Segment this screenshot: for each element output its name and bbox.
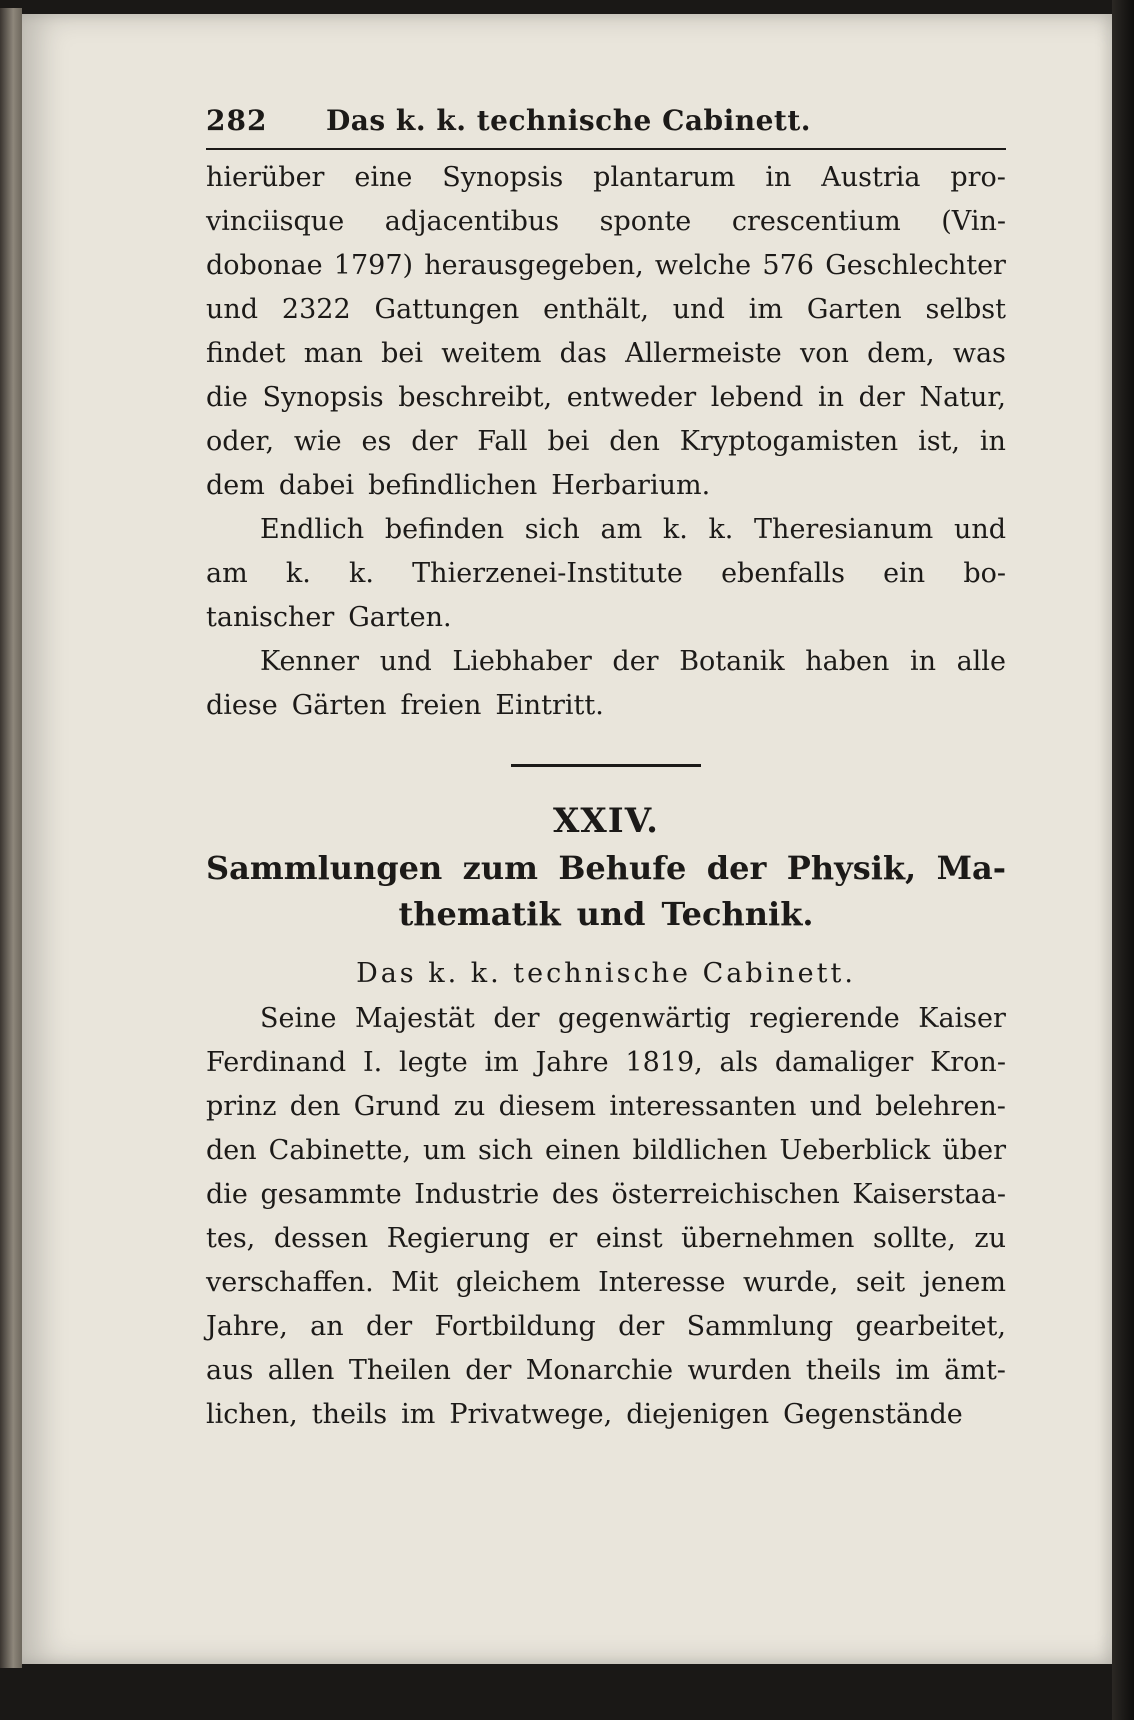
text-line: vinciisque adjacentibus sponte crescentium (Vin- <box>206 206 1006 237</box>
text-line: dobonae 1797) herausgegeben, welche 576 Geschlechter <box>206 250 1006 281</box>
text-line: die Synopsis beschreibt, entweder lebend in der Natur, <box>206 382 1006 413</box>
text-line: die gesammte Industrie des österreichischen Kaiserstaa- <box>206 1179 1006 1210</box>
text-line: oder, wie es der Fall bei den Kryptogamisten ist, in <box>206 426 1006 457</box>
text-line: Ferdinand I. legte im Jahre 1819, als damaliger Kron- <box>206 1047 1006 1078</box>
running-title: Das k. k. technische Cabinett. <box>326 104 812 137</box>
text-line: den Cabinette, um sich einen bildlichen Ueberblick über <box>206 1135 1006 1166</box>
text-line: prinz den Grund zu diesem interessanten und belehren- <box>206 1091 1006 1122</box>
section-title-line-2: thematik und Technik. <box>398 895 814 933</box>
text-line: tanischer Garten. <box>206 602 452 633</box>
running-head <box>206 104 1006 146</box>
right-book-edge <box>1112 0 1134 1720</box>
text-line: Seine Majestät der gegenwärtig regierende Kaiser <box>260 1003 1006 1034</box>
text-line: findet man bei weitem das Allermeiste von dem, was <box>206 338 1006 369</box>
text-line: Endlich befinden sich am k. k. Theresianum und <box>260 514 1006 545</box>
text-line: tes, dessen Regierung er einst übernehmen sollte, zu <box>206 1223 1006 1254</box>
section-subtitle: Das k. k. technische Cabinett. <box>356 958 856 989</box>
text-line: verschaffen. Mit gleichem Interesse wurde, seit jenem <box>206 1267 1006 1298</box>
text-line: aus allen Theilen der Monarchie wurden theils im ämt- <box>206 1355 1006 1386</box>
section-divider <box>511 764 701 767</box>
text-line: Kenner und Liebhaber der Botanik haben in alle <box>260 646 1006 677</box>
page-number: 282 <box>206 104 268 137</box>
text-line: und 2322 Gattungen enthält, und im Garten selbst <box>206 294 1006 325</box>
text-line: lichen, theils im Privatwege, diejenigen Gegenstände <box>206 1399 963 1430</box>
text-line: Jahre, an der Fortbildung der Sammlung gearbeitet, <box>206 1311 1006 1342</box>
text-line: hierüber eine Synopsis plantarum in Austria pro- <box>206 162 1006 193</box>
section-title-line-1: Sammlungen zum Behufe der Physik, Ma- <box>206 849 1006 887</box>
body-text-bottom <box>206 997 1006 1437</box>
body-text-top <box>206 156 1006 728</box>
section-number: XXIV. <box>553 801 659 841</box>
page-content <box>206 104 1006 1437</box>
header-rule <box>206 148 1006 150</box>
text-line: am k. k. Thierzenei-Institute ebenfalls ein bo- <box>206 558 1006 589</box>
previous-page-edge <box>0 8 22 1668</box>
text-line: diese Gärten freien Eintritt. <box>206 690 604 721</box>
text-line: dem dabei befindlichen Herbarium. <box>206 470 711 501</box>
